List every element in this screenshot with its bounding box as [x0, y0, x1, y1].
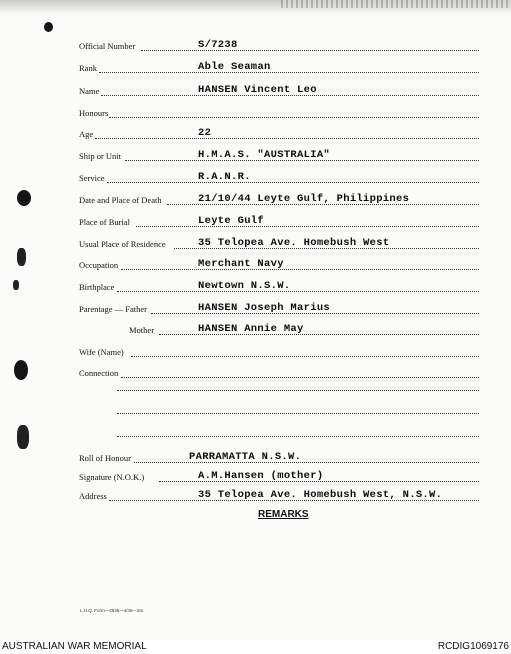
field-label: Honours [79, 108, 109, 118]
field-label: Birthplace [79, 282, 115, 292]
field-dotted-line [121, 268, 479, 270]
field-label: Age [79, 129, 94, 139]
field-rank [79, 61, 479, 75]
field-value: Leyte Gulf [198, 215, 265, 227]
field-dotted-line [131, 355, 479, 357]
field-label: Address [79, 491, 107, 501]
field-label: Name [79, 86, 100, 96]
field-value: 35 Telopea Ave. Homebush West, N.S.W. [198, 489, 443, 501]
archive-footer [0, 640, 511, 654]
field-value: Merchant Navy [198, 258, 284, 270]
binding-mark-1 [17, 248, 26, 266]
connection-line-3 [117, 412, 479, 414]
footer-record-id: RCDIG1069176 [437, 641, 509, 652]
field-dotted-line [99, 71, 479, 73]
field-signature [79, 470, 479, 484]
field-value: A.M.Hansen (mother) [198, 470, 324, 482]
field-label: Mother [129, 325, 155, 335]
punch-hole-lower [14, 360, 28, 380]
field-label: Date and Place of Death [79, 195, 162, 205]
field-label: Roll of Honour [79, 453, 131, 463]
field-value: 21/10/44 Leyte Gulf, Philippines [198, 193, 410, 205]
scan-noise [281, 0, 511, 8]
field-dotted-line [117, 290, 479, 292]
field-label: Rank [79, 63, 97, 73]
field-address [79, 489, 479, 503]
field-parentage-mother [79, 323, 479, 337]
field-value: Able Seaman [198, 61, 271, 73]
field-dotted-line [136, 225, 479, 227]
field-value: R.A.N.R. [198, 171, 251, 183]
field-name [79, 84, 479, 98]
field-dotted-line [107, 181, 479, 183]
field-dotted-line [109, 116, 479, 118]
field-label: Place of Burial [79, 217, 130, 227]
field-value: S/7238 [198, 39, 238, 51]
binding-mark-2 [13, 280, 19, 290]
connection-line-2 [117, 389, 479, 391]
field-parentage-father [79, 302, 479, 316]
field-roll-of-honour [79, 451, 479, 465]
field-connection [79, 366, 479, 380]
field-dotted-line [121, 376, 479, 378]
field-label: Parentage — Father [79, 304, 147, 314]
field-label: Wife (Name) [79, 347, 124, 357]
field-dotted-line [95, 137, 479, 139]
field-age [79, 127, 479, 141]
field-value: HANSEN Vincent Leo [198, 84, 317, 96]
field-service [79, 171, 479, 185]
field-value: H.M.A.S. "AUSTRALIA" [198, 149, 331, 161]
connection-line-4 [117, 435, 479, 437]
field-label: Usual Place of Residence [79, 239, 166, 249]
field-wife [79, 345, 479, 359]
punch-hole-top [44, 22, 53, 32]
footer-institution: AUSTRALIAN WAR MEMORIAL [2, 641, 147, 652]
field-honours [79, 106, 479, 120]
field-dotted-line [134, 461, 479, 463]
binding-mark-3 [17, 425, 29, 449]
field-label: Occupation [79, 260, 119, 270]
field-label: Official Number [79, 41, 136, 51]
field-value: 22 [198, 127, 212, 139]
field-value: PARRAMATTA N.S.W. [189, 451, 302, 463]
field-value: HANSEN Annie May [198, 323, 304, 335]
remarks-heading: REMARKS [258, 509, 309, 520]
form-print-code: L.H.Q. Form—2535—4/45—2m. [80, 608, 145, 613]
field-birthplace [79, 280, 479, 294]
field-ship-or-unit [79, 149, 479, 163]
field-occupation [79, 258, 479, 272]
field-place-of-burial [79, 215, 479, 229]
field-value: Newtown N.S.W. [198, 280, 291, 292]
field-value: 35 Telopea Ave. Homebush West [198, 237, 390, 249]
field-label: Ship or Unit [79, 151, 122, 161]
field-label: Connection [79, 368, 119, 378]
field-label: Signature (N.O.K.) [79, 472, 145, 482]
field-value: HANSEN Joseph Marius [198, 302, 331, 314]
field-dotted-line [141, 49, 479, 51]
field-usual-residence [79, 237, 479, 251]
field-label: Service [79, 173, 105, 183]
field-date-place-death [79, 193, 479, 207]
field-official-number [79, 39, 479, 53]
punch-hole-upper [17, 190, 31, 206]
